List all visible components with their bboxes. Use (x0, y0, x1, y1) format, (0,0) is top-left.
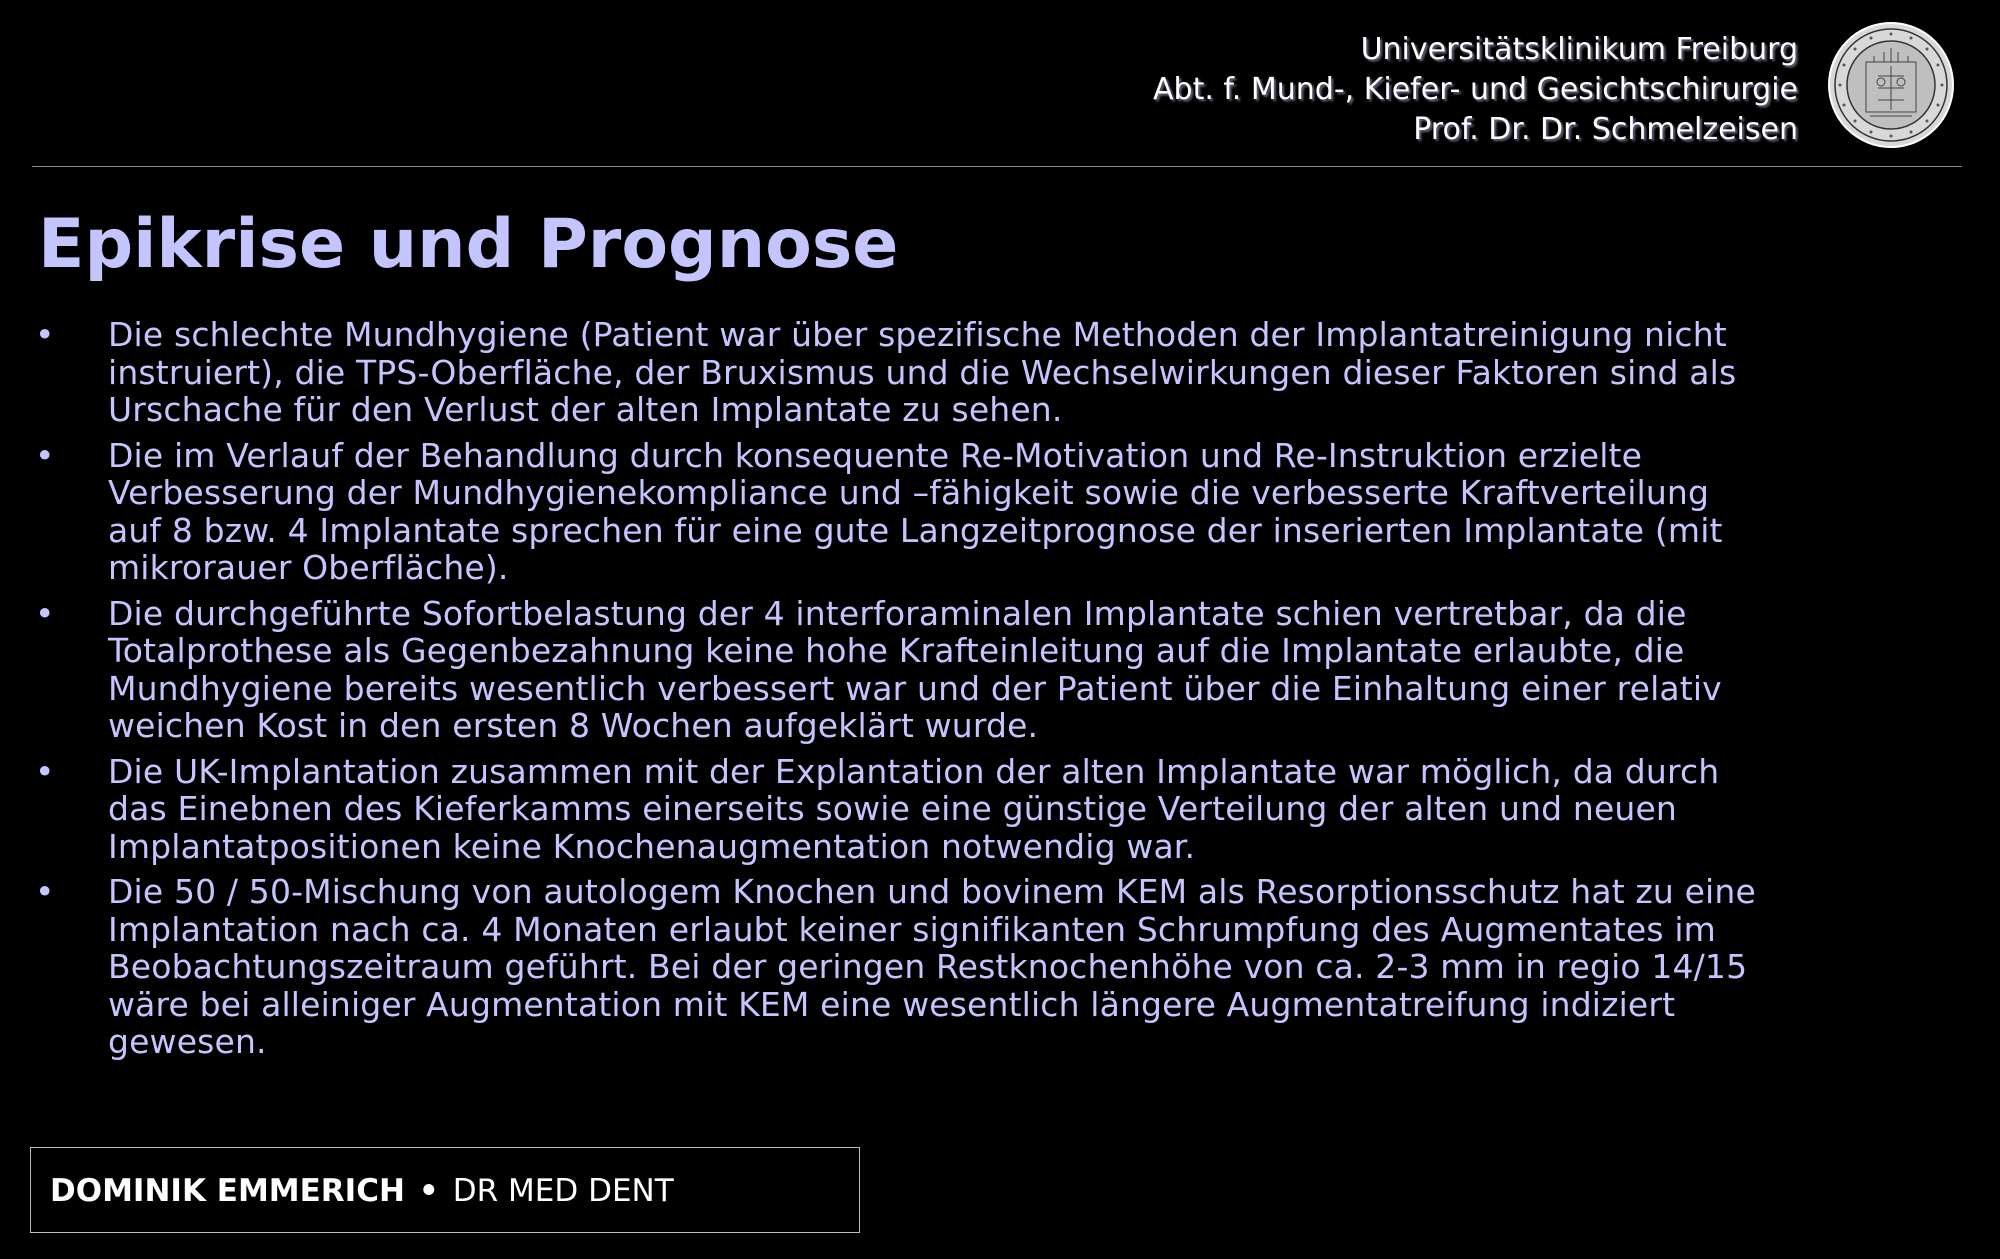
bullet-text (108, 873, 1988, 1061)
bullet-line: Die UK-Implantation zusammen mit der Explantation der alten Implantate war möglich, da durch (108, 751, 1720, 791)
bullet-line: Die durchgeführte Sofortbelastung der 4 interforaminalen Implantate schien vertretbar, da die (108, 593, 1687, 633)
bullet-list (30, 316, 1990, 1069)
institution-header (1153, 30, 1798, 150)
bullet-line: wäre bei alleiniger Augmentation mit KEM eine wesentlich längere Augmentatreifung indiziert (108, 984, 1676, 1024)
university-seal-icon (1826, 20, 1956, 150)
bullet-line: Verbesserung der Mundhygienekompliance und –fähigkeit sowie die verbesserte Kraftverteilung (108, 473, 1710, 512)
bullet-line: Mundhygiene bereits wesentlich verbessert war und der Patient über die Einhaltung einer relativ (108, 668, 1722, 708)
bullet-line: gewesen. (108, 1022, 267, 1061)
bullet-line: weichen Kost in den ersten 8 Wochen aufgeklärt wurde. (108, 706, 1039, 745)
bullet-line: Die schlechte Mundhygiene (Patient war über spezifische Methoden der Implantatreinigung nicht (108, 315, 1727, 354)
bullet-dot: • (35, 435, 55, 475)
bullet-line: Urschache für den Verlust der alten Implantate zu sehen. (108, 390, 1063, 429)
bullet-line: Beobachtungszeitraum geführt. Bei der geringen Restknochenhöhe von ca. 2-3 mm in regio 14/15 (108, 947, 1748, 986)
bullet-line: Die 50 / 50-Mischung von autologem Knochen und bovinem KEM als Resorptionsschutz hat zu eine (108, 872, 1756, 911)
header-institution: Universitätsklinikum Freiburg (1360, 32, 1798, 67)
bullet-line: das Einebnen des Kieferkamms einerseits sowie eine günstige Verteilung der alten und neuen (108, 789, 1677, 828)
author-footer (30, 1147, 860, 1233)
bullet-line: Totalprothese als Gegenbezahnung keine hohe Krafteinleitung auf die Implantate erlaubte, die (108, 631, 1685, 670)
bullet-line: mikrorauer Oberfläche). (108, 548, 509, 587)
bullet-line: auf 8 bzw. 4 Implantate sprechen für eine gute Langzeitprognose der inserierten Implantate (mit (108, 510, 1723, 550)
header-divider (32, 166, 1962, 167)
author-name: DOMINIK EMMERICH (50, 1173, 405, 1209)
bullet-line: instruiert), die TPS-Oberfläche, der Bruxismus und die Wechselwirkungen dieser Faktoren sind als (108, 352, 1737, 392)
bullet-dot: • (35, 872, 55, 911)
bullet-text (108, 753, 1988, 866)
bullet-text (108, 437, 1988, 587)
bullet-line: Die im Verlauf der Behandlung durch konsequente Re-Motivation und Re-Instruktion erzielte (108, 435, 1643, 475)
bullet-item (30, 437, 1990, 587)
bullet-dot: • (35, 751, 55, 791)
bullet-line: Implantation nach ca. 4 Monaten erlaubt keiner signifikanten Schrumpfung des Augmentates im (108, 909, 1716, 949)
bullet-item (30, 753, 1990, 866)
bullet-item (30, 316, 1990, 429)
bullet-dot: • (35, 315, 55, 354)
footer-text (50, 1173, 674, 1209)
header-department: Abt. f. Mund-, Kiefer- und Gesichtschirurgie (1153, 72, 1798, 107)
bullet-dot: • (35, 593, 55, 633)
footer-separator: • (418, 1173, 439, 1209)
bullet-line: Implantatpositionen keine Knochenaugmentation notwendig war. (108, 826, 1196, 866)
author-degree: DR MED DENT (452, 1173, 674, 1209)
bullet-item (30, 595, 1990, 745)
bullet-item (30, 873, 1990, 1061)
header-professor: Prof. Dr. Dr. Schmelzeisen (1413, 112, 1798, 147)
bullet-text (108, 595, 1988, 745)
bullet-text (108, 316, 1988, 429)
slide-title: Epikrise und Prognose (38, 205, 899, 284)
